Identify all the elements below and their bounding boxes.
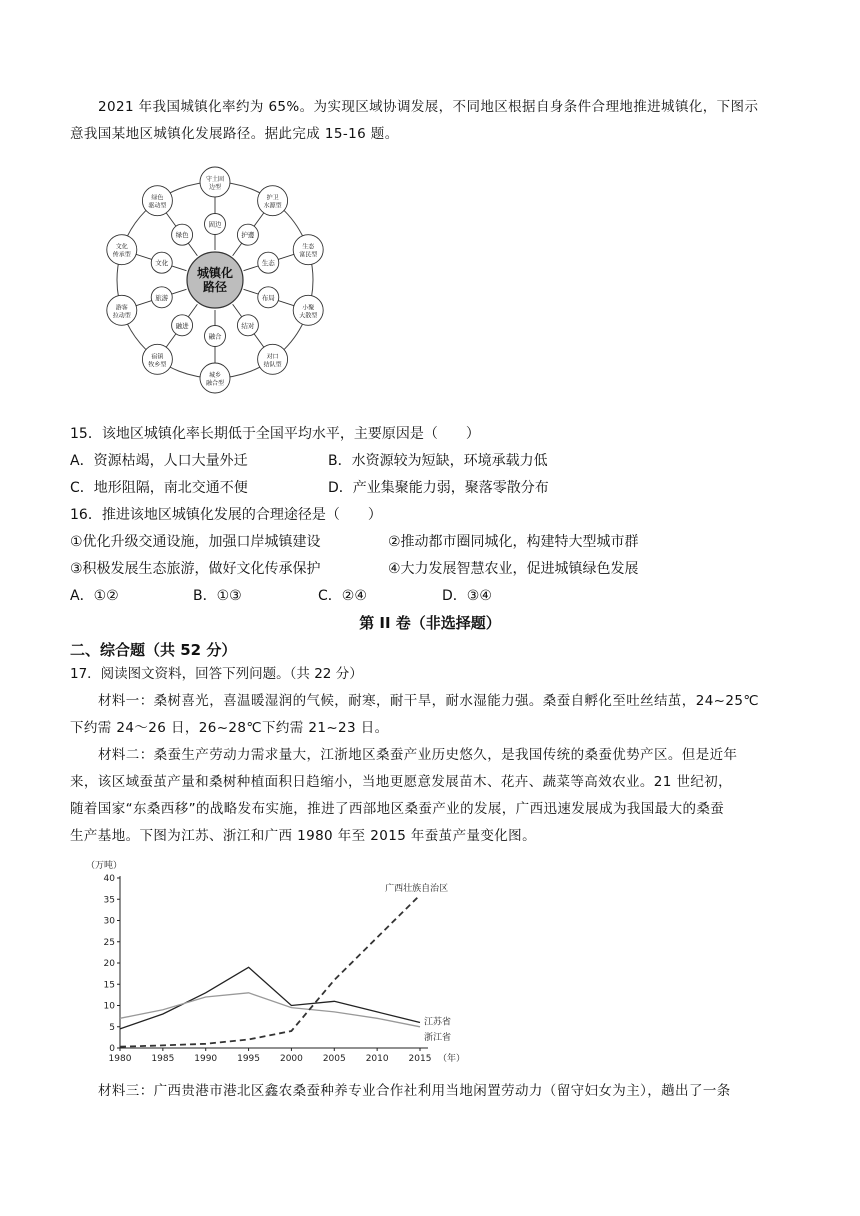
- x-unit-label: （年）: [438, 1054, 466, 1064]
- q16-statement-2: ②推动都市圈同城化，构建特大型城市群: [388, 534, 639, 550]
- inner-node-label: 固边: [208, 220, 222, 229]
- section-2-heading: 二、综合题（共 52 分）: [70, 641, 237, 659]
- arrow-line: [136, 254, 152, 259]
- x-tick-label: 1980: [108, 1054, 132, 1064]
- series-label-jiangsu: 江苏省: [424, 1017, 452, 1028]
- arrow-line: [244, 289, 259, 294]
- arrow-line: [278, 254, 294, 259]
- inner-node-label: 融合: [208, 332, 222, 341]
- arrow-line: [171, 266, 186, 271]
- outer-node-label: 驱动型: [148, 202, 167, 210]
- material-2-line-4: 生产基地。下图为江苏、浙江和广西 1980 年至 2015 年蚕茧产量变化图。: [70, 828, 536, 844]
- center-label: 路径: [202, 280, 228, 294]
- q16-statement-1: ①优化升级交通设施，加强口岸城镇建设: [70, 534, 321, 550]
- outer-node-label: 文化: [115, 243, 128, 251]
- inner-node-label: 结对: [241, 321, 255, 330]
- outer-node-label: 城乡: [208, 372, 222, 379]
- outer-node-label: 拉动型: [112, 312, 131, 320]
- outer-node: [142, 344, 172, 374]
- q16-stem: 16．推进该地区城镇化发展的合理途径是（ ）: [70, 507, 382, 523]
- q17-stem: 17．阅读图文资料，回答下列问题。（共 22 分）: [70, 666, 363, 682]
- outer-node: [200, 167, 230, 197]
- y-tick-label: 30: [103, 916, 115, 927]
- y-tick-label: 10: [103, 1001, 115, 1012]
- material-1: [70, 688, 798, 742]
- inner-node-label: 旅游: [155, 293, 169, 302]
- material-2-line-3: 随着国家“东桑西移”的战略发布实施，推进了西部地区桑蚕产业的发展，广西迅速发展成为我国最大的桑蚕: [70, 801, 725, 817]
- inner-node: [258, 252, 279, 273]
- arrow-line: [136, 300, 152, 305]
- center-node: [187, 252, 243, 308]
- series-line: [120, 895, 420, 1047]
- series-label-zhejiang: 浙江省: [424, 1032, 452, 1043]
- q15-option-b[interactable]: B．水资源较为短缺，环境承载力低: [328, 453, 548, 469]
- outer-node-label: 对口: [266, 353, 279, 361]
- outer-node: [107, 295, 137, 325]
- intro-line-1: 2021 年我国城镇化率约为 65%。为实现区域协调发展，不同地区根据自身条件合理地推进城镇化，下图示: [98, 99, 759, 115]
- outer-node-label: 边型: [208, 184, 222, 191]
- outer-node-label: 护卫: [266, 194, 279, 202]
- q16-option-b[interactable]: B．①③: [193, 588, 242, 604]
- material-3-line-1: 材料三：广西贵港市港北区鑫农桑蚕种养专业合作社利用当地闲置劳动力（留守妇女为主），趟出了一条: [98, 1083, 731, 1099]
- urbanization-path-diagram: [80, 160, 350, 400]
- arrow-line: [278, 300, 294, 305]
- outer-node-label: 大散型: [299, 312, 318, 320]
- inner-node: [205, 214, 226, 235]
- inner-node-label: 融进: [175, 321, 189, 330]
- x-tick-label: 1995: [237, 1054, 261, 1064]
- q15-stem: 15．该地区城镇化率长期低于全国平均水平，主要原因是（ ）: [70, 426, 480, 442]
- outer-node-label: 守土固: [205, 176, 225, 183]
- y-tick-label: 40: [103, 874, 115, 884]
- inner-node: [205, 326, 226, 347]
- outer-node-label: 宿镇: [151, 353, 164, 361]
- y-tick-label: 15: [103, 980, 115, 991]
- material-3: [70, 1078, 798, 1105]
- inner-node: [237, 224, 258, 245]
- outer-node: [258, 344, 288, 374]
- inner-node-label: 绿色: [175, 231, 189, 240]
- intro-line-2: 意我国某地区城镇化发展路径。据此完成 15-16 题。: [70, 126, 399, 142]
- y-tick-label: 20: [103, 959, 115, 969]
- x-tick-label: 2000: [279, 1054, 303, 1064]
- arrow-line: [188, 304, 197, 317]
- outer-node-label: 牧乡型: [148, 361, 167, 369]
- q16-statement-4: ④大力发展智慧农业，促进城镇绿色发展: [388, 561, 639, 577]
- material-2-line-2: 来，该区域蚕茧产量和桑树种植面积日趋缩小，当地更愿意发展苗木、花卉、蔬菜等高效农业。21 世纪初，: [70, 774, 733, 790]
- q15-option-a[interactable]: A．资源枯竭，人口大量外迁: [70, 453, 248, 469]
- q15-option-c[interactable]: C．地形阻隔，南北交通不便: [70, 480, 248, 496]
- series-label-guangxi: 广西壮族自治区: [385, 884, 449, 894]
- part-2-title: 第 II 卷（非选择题）: [359, 614, 501, 632]
- arrow-line: [188, 243, 197, 256]
- outer-node-label: 生态: [302, 243, 315, 251]
- cocoon-output-chart: [82, 852, 482, 1067]
- q16-option-a[interactable]: A．①②: [70, 588, 119, 604]
- arrow-line: [166, 213, 176, 227]
- outer-node-label: 结队型: [263, 361, 282, 369]
- x-tick-label: 1990: [194, 1054, 218, 1064]
- outer-node-label: 富民型: [299, 251, 318, 259]
- y-tick-label: 0: [109, 1044, 115, 1054]
- outer-node-label: 小聚: [302, 304, 315, 312]
- inner-node: [151, 287, 172, 308]
- y-tick-label: 35: [103, 895, 115, 906]
- outer-node: [142, 186, 172, 216]
- outer-node-label: 水源型: [263, 202, 282, 210]
- arrow-line: [233, 304, 242, 317]
- material-1-line-1: 材料一：桑树喜光，喜温暖湿润的气候，耐寒，耐干旱，耐水湿能力强。桑蚕自孵化至吐丝结茧，24~25℃: [98, 693, 759, 709]
- inner-node-label: 布局: [261, 293, 275, 302]
- inner-node-label: 文化: [155, 259, 169, 268]
- outer-node: [293, 295, 323, 325]
- material-1-line-2: 下约需 24～26 日，26~28℃下约需 21~23 日。: [70, 720, 389, 736]
- inner-node: [172, 224, 193, 245]
- material-2-line-1: 材料二：桑蚕生产劳动力需求量大，江浙地区桑蚕产业历史悠久，是我国传统的桑蚕优势产区。但是近年: [98, 747, 738, 763]
- arrow-line: [254, 213, 264, 227]
- outer-node: [258, 186, 288, 216]
- inner-node: [237, 315, 258, 336]
- series-line: [120, 967, 420, 1029]
- y-tick-label: 25: [103, 937, 115, 948]
- series-line: [120, 993, 420, 1027]
- arrow-line: [166, 333, 176, 347]
- arrow-line: [254, 333, 264, 347]
- x-tick-label: 2010: [365, 1054, 389, 1064]
- inner-node-label: 生态: [261, 259, 275, 268]
- q15-option-d[interactable]: D．产业集聚能力弱，聚落零散分布: [328, 480, 549, 496]
- outer-node-label: 传承型: [112, 251, 131, 259]
- outer-node-label: 游客: [115, 304, 128, 312]
- arrow-line: [233, 243, 242, 256]
- inner-node-label: 护邊: [241, 231, 255, 240]
- arrow-line: [171, 289, 186, 294]
- y-tick-label: 5: [109, 1022, 115, 1033]
- chart-y-unit: （万吨）: [86, 861, 123, 871]
- outer-node-label: 绿色: [151, 194, 164, 202]
- q16-statement-3: ③积极发展生态旅游，做好文化传承保护: [70, 561, 321, 577]
- outer-node-label: 融合型: [205, 380, 225, 387]
- outer-node: [200, 363, 230, 393]
- q16-option-d[interactable]: D．③④: [442, 588, 492, 604]
- inner-node: [172, 315, 193, 336]
- outer-node: [107, 235, 137, 265]
- intro-paragraph: [70, 94, 798, 148]
- inner-node: [151, 252, 172, 273]
- material-2: [70, 742, 798, 850]
- x-tick-label: 1985: [151, 1054, 175, 1064]
- q16-option-c[interactable]: C．②④: [318, 588, 367, 604]
- x-tick-label: 2015: [408, 1054, 432, 1064]
- x-tick-label: 2005: [322, 1054, 346, 1064]
- center-label: 城镇化: [196, 266, 234, 280]
- outer-node: [293, 235, 323, 265]
- inner-node: [258, 287, 279, 308]
- arrow-line: [244, 266, 259, 271]
